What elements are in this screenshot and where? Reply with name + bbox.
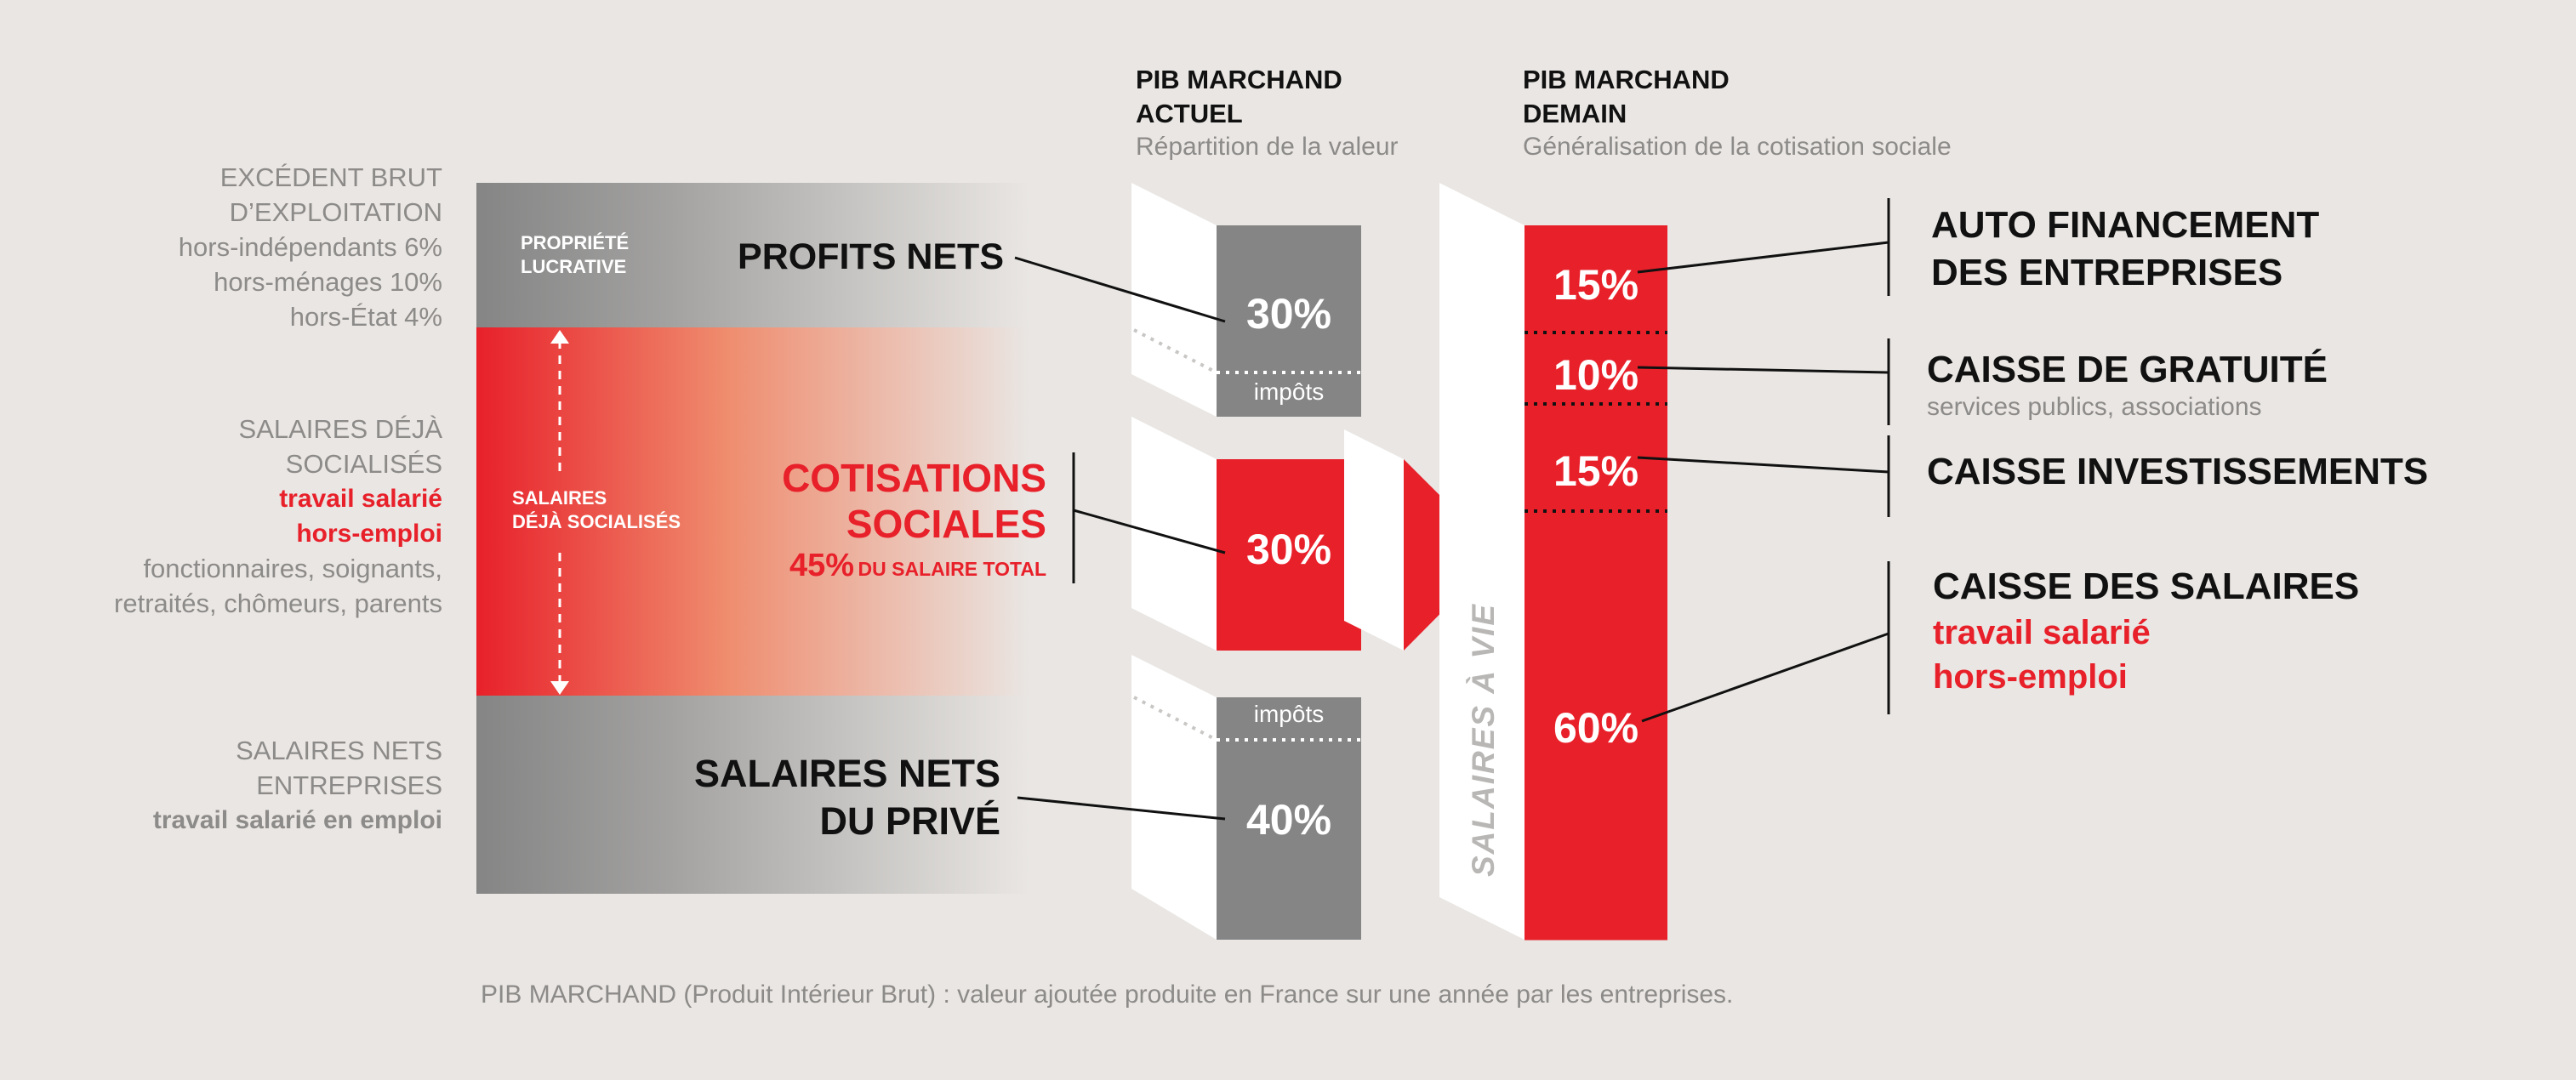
label-net-wages: SALAIRES NETS ENTREPRISES travail salarié en emploi [152,736,442,834]
pct-future-salaires: 60% [1553,704,1639,752]
pct-future-auto: 15% [1553,261,1639,309]
subtitle-future: Généralisation de la cotisation sociale [1523,133,1952,161]
connector-invest [1638,458,1889,472]
connector-gratuite [1638,367,1889,372]
panel-cotisations [1131,417,1217,651]
label-caisse-investissements: CAISSE INVESTISSEMENTS [1927,451,2429,492]
tax-label-top: impôts [1253,378,1325,405]
footnote: PIB MARCHAND (Produit Intérieur Brut) : valeur ajoutée produite en France sur une année par les entreprises. [481,981,1734,1009]
label-caisse-salaires-sub: travail salarié hors-emploi [1933,614,2151,696]
subtitle-current: Répartition de la valeur [1136,133,1399,161]
label-profits-nets: PROFITS NETS [738,236,1004,277]
label-salaires-a-vie: SALAIRES À VIE [1466,603,1501,877]
pct-future-invest: 15% [1553,447,1639,495]
label-socialised: SALAIRES DÉJÀ SOCIALISÉS travail salarié hors-emploi fonctionnaires, soignants, retraités, chômeurs, parents [114,414,442,618]
pct-profits: 30% [1245,290,1332,338]
label-caisse-salaires: CAISSE DES SALAIRES [1933,566,2360,607]
pct-cotisations: 30% [1245,526,1332,573]
tax-label-bottom: impôts [1253,701,1325,727]
pct-salaires: 40% [1245,796,1332,844]
header-current: PIB MARCHAND ACTUEL [1136,65,1342,128]
band-text-salaires: SALAIRES DÉJÀ SOCIALISÉS [512,487,681,532]
band-text-propriete: PROPRIÉTÉ LUCRATIVE [521,232,630,277]
label-caisse-gratuite: CAISSE DE GRATUITÉ [1927,349,2328,390]
panel-salaires [1131,655,1217,940]
header-future: PIB MARCHAND DEMAIN [1523,65,1730,128]
panel-profits [1131,183,1217,417]
label-ebe: EXCÉDENT BRUT D’EXPLOITATION hors-indépendants 6% hors-ménages 10% hors-État 4% [178,162,442,332]
cotisations-note: DU SALAIRE TOTAL [858,558,1046,580]
label-cotisations: COTISATIONS SOCIALES 45% DU SALAIRE TOTAL [782,456,1046,583]
pct-future-gratuite: 10% [1553,351,1639,399]
cotisations-pct: 45% [789,548,855,583]
connector-auto [1638,242,1889,272]
label-salaires-nets: SALAIRES NETS DU PRIVÉ [693,752,1000,843]
label-caisse-gratuite-sub: services publics, associations [1927,393,2262,421]
label-auto-financement: AUTO FINANCEMENT DES ENTREPRISES [1931,204,2320,293]
connector-salaires-caisse [1642,634,1889,721]
